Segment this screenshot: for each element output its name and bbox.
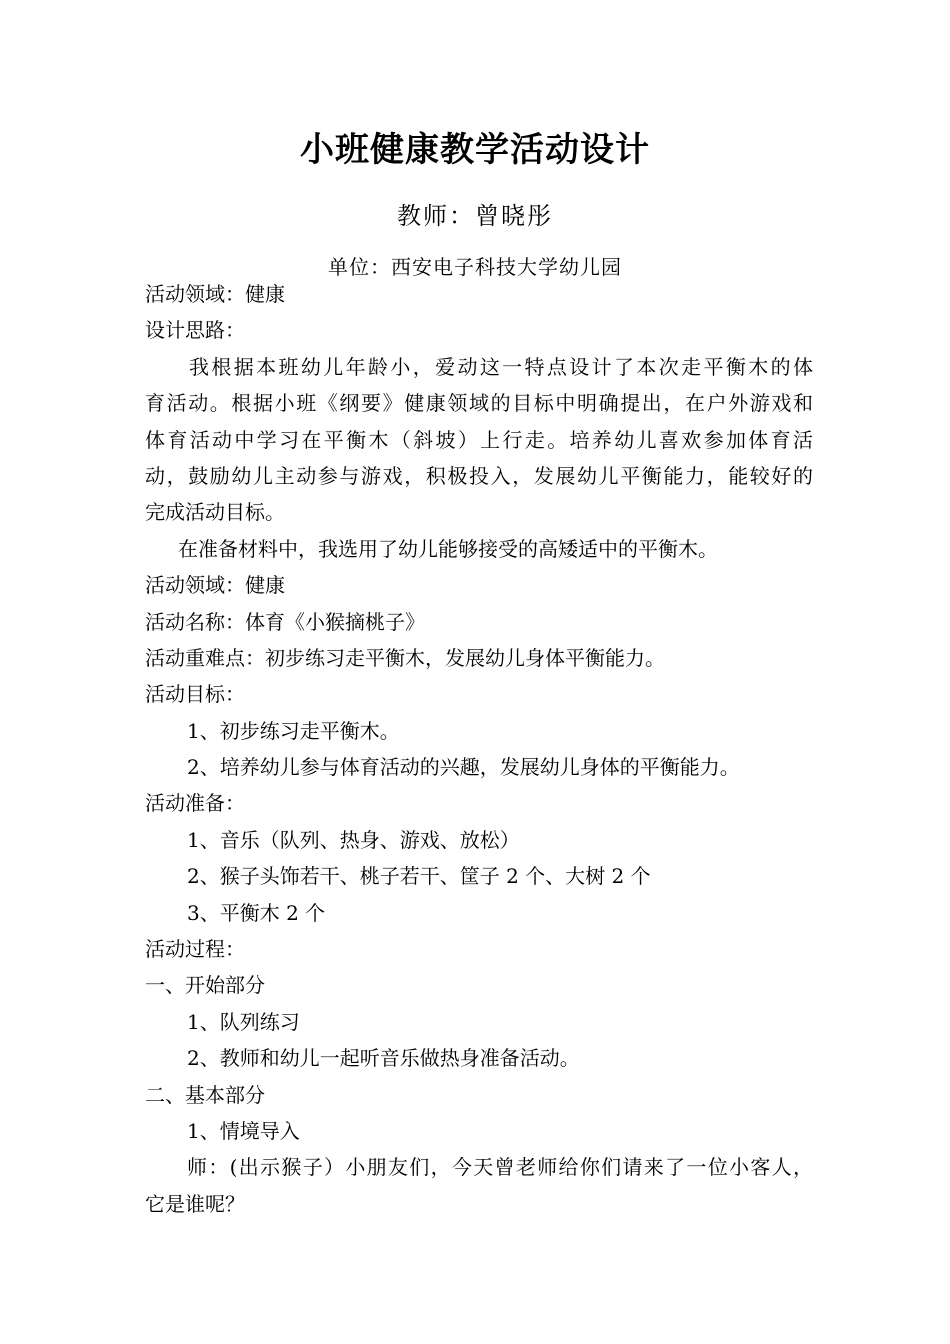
- text-line: 一、开始部分: [145, 973, 265, 998]
- text-line: 活动过程：: [145, 937, 245, 962]
- text-line: 设计思路：: [145, 318, 245, 343]
- text-line: 1、情境导入: [187, 1118, 300, 1143]
- text-line: 活动领域：健康: [145, 282, 285, 306]
- text-line: 3、平衡木 2 个: [187, 900, 326, 925]
- text-line: 我根据本班幼儿年龄小，爱动这一特点设计了本次走平衡木的体: [189, 354, 813, 379]
- text-line: 2、教师和幼儿一起听音乐做热身准备活动。: [187, 1046, 580, 1071]
- text-line: 完成活动目标。: [145, 500, 285, 525]
- text-line: 活动重难点：初步练习走平衡木，发展幼儿身体平衡能力。: [145, 645, 665, 670]
- document-title: 小班健康教学活动设计: [300, 130, 650, 170]
- text-line: 师：(出示猴子）小朋友们，今天曾老师给你们请来了一位小客人，: [187, 1155, 813, 1180]
- text-line: 动，鼓励幼儿主动参与游戏，积极投入，发展幼儿平衡能力，能较好的: [145, 463, 813, 488]
- text-line: 活动领域：健康: [145, 573, 285, 598]
- text-line: 活动准备：: [145, 791, 245, 816]
- unit-name: 单位：西安电子科技大学幼儿园: [328, 255, 622, 279]
- text-line: 在准备材料中，我选用了幼儿能够接受的高矮适中的平衡木。: [178, 536, 718, 561]
- text-line: 2、培养幼儿参与体育活动的兴趣，发展幼儿身体的平衡能力。: [187, 755, 740, 780]
- teacher-name: 教师：曾晓彤: [397, 202, 553, 230]
- text-line: 它是谁呢？: [145, 1191, 245, 1216]
- text-line: 1、音乐（队列、热身、游戏、放松）: [187, 827, 520, 852]
- text-line: 活动名称：体育《小猴摘桃子》: [145, 609, 425, 634]
- text-line: 育活动。根据小班《纲要》健康领域的目标中明确提出，在户外游戏和: [145, 391, 813, 416]
- text-line: 1、队列练习: [187, 1009, 300, 1034]
- text-line: 2、猴子头饰若干、桃子若干、筐子 2 个、大树 2 个: [187, 864, 651, 889]
- document-body: [145, 276, 813, 1222]
- text-line: 体育活动中学习在平衡木（斜坡）上行走。培养幼儿喜欢参加体育活: [145, 427, 813, 452]
- text-line: 活动目标：: [145, 682, 245, 707]
- text-line: 二、基本部分: [145, 1082, 265, 1107]
- text-line: 1、初步练习走平衡木。: [187, 718, 400, 743]
